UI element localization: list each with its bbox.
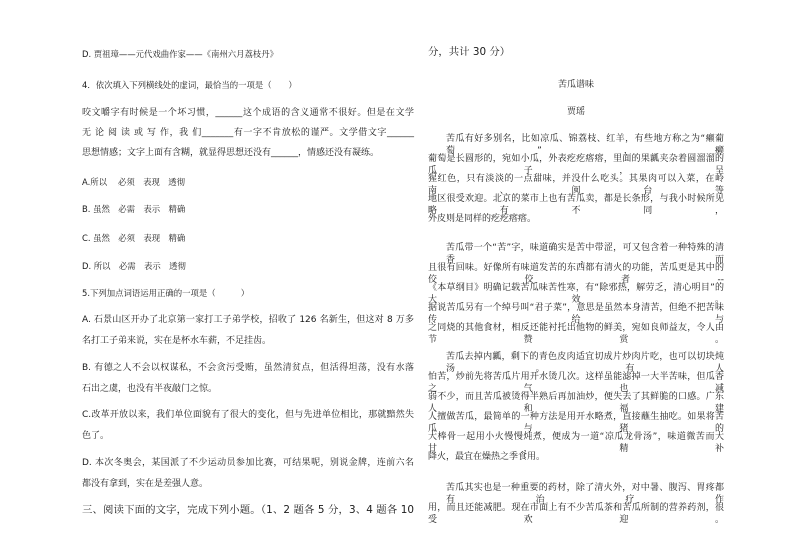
q5-option-a-line-1: A. 石景山区开办了北京第一家打工子弟学校，招收了 126 名新生，但这对 8 万多 (82, 315, 414, 325)
article-title: 苦瓜谱味 (557, 80, 594, 90)
paragraph-3-line-1: 苦瓜去掉内瓤，剩下的青色皮肉适宜切成片炒肉片吃，也可以切块炖汤。有人 (446, 352, 724, 374)
q5-option-c-line-2: 色了。 (82, 431, 110, 441)
paragraph-3-line-5: 大棒骨一起用小火慢慢炖煮，便成为一道“凉瓜龙骨汤”，味道微苦而大甘，精补 (428, 432, 724, 454)
q5-option-d-line-2: 都没有拿到，实在是差强人意。 (82, 479, 209, 489)
q4-option-d: D. 所以 必需 表示 透彻 (82, 261, 186, 271)
q4-stem: 4．依次填入下列横线处的虚词，最恰当的一项是（ ） (82, 80, 297, 90)
paragraph-4-line-1: 苦瓜其实也是一种重要的药材，除了清火外，对中暑、腹泻、胃疼都有治疗作 (446, 483, 724, 505)
paragraph-1-line-3: 猩红色，只有淡淡的一点甜味，并没什么吃头。其果肉可以入菜，在岭南、闽台等 (428, 174, 724, 196)
q4-passage-line-2: 无 论 阅 读 或 写 作，我 们_______有一字不肯放松的谨严。文学借文字______ (82, 128, 414, 138)
section-3-heading-part-1: 三、阅读下面的文字，完成下列小题。（1、2 题各 5 分，3、4 题各 10 (82, 504, 414, 516)
paragraph-1-line-5: 外皮则是同样的疙疙瘩瘩。 (428, 214, 537, 224)
section-3-heading-part-2: 分，共计 30 分） (428, 46, 511, 58)
q4-option-a: A.所以 必须 表现 透彻 (82, 177, 186, 187)
paragraph-1-line-2: 葡萄是长圆形的，宛如小瓜，外表疙疙瘩瘩，里面的果瓤夹杂着圆溜溜的瓜子，呈 (428, 154, 724, 176)
paragraph-2-line-4: 据说苦瓜另有一个绰号叫“君子菜”，意思是虽然本身清苦，但绝不把苦味传给与 (428, 303, 724, 325)
paragraph-3-line-3: 弱不少，而且苦瓜被烫得半熟后再加油炒，便失去了其鲜脆的口感。广东人和福建 (428, 392, 724, 414)
q5-stem: 5.下列加点词语运用正确的一项是（ ） (82, 288, 250, 298)
paragraph-1-line-4: 地区很受欢迎。北京的菜市上也有苦瓜卖，都是长条形，与我小时候所见略有不同， (428, 194, 724, 216)
paragraph-3-line-6: 降火，最宜在燥热之季食用。 (428, 452, 546, 462)
paragraph-2-line-2: 且很有回味。好像所有味道发苦的东西都有清火的功能，苦瓜更是其中的佼佼者-- (428, 263, 724, 285)
q4-option-c: C. 虽然 必须 表现 精确 (82, 233, 186, 243)
q4-option-b: B. 虽然 必需 表示 精确 (82, 204, 186, 214)
q3-option-d: D. 贾祖璋——元代戏曲作家——《南州六月荔枝丹》 (82, 49, 279, 59)
q5-option-d-line-1: D. 本次冬奥会，某国派了不少运动员参加比赛，可结果呢，别说金牌，连前六名 (82, 458, 414, 468)
paragraph-2-line-5: 之同烧的其他食材，相反还能衬托出他物的鲜美，宛如良师益友，令人由节赞赏。 (428, 323, 724, 345)
q5-option-b-line-2: 石出之虞，也没有半夜敲门之惊。 (82, 384, 218, 394)
paragraph-4-line-2: 用，而且还能减肥。现在市面上有不少苦瓜茶和苦瓜所制的营养药剂，很受欢迎。 (428, 503, 724, 525)
q4-passage-line-1: 咬文嚼字有时候是一个坏习惯，______这个成语的含义通常不很好。但是在文学 (82, 108, 414, 118)
paragraph-3-line-2: 怕苦，炒前先将苦瓜片用开水烫几次。这样虽能滤掉一大半苦味，但瓜香之气也减 (428, 372, 724, 394)
q5-option-c-line-1: C.改革开放以来，我们单位面貌有了很大的变化，但与先进单位相比，那就黯然失 (82, 410, 414, 420)
q5-option-b-line-1: B. 有德之人不会以权谋私，不会贪污受贿，虽然清贫点，但活得坦荡，没有水落 (82, 363, 414, 373)
q5-option-a-line-2: 名打工子弟来说，实在是杯水车薪，不足挂齿。 (82, 336, 272, 346)
q4-passage-line-3: 思想情感；文字上面有含糊，就显得思想还没有______，情感还没有凝练。 (82, 148, 380, 158)
paragraph-3-line-4: 人擅做苦瓜，最简单的一种方法是用开水略煮，直接蘸生抽吃。如果将苦瓜与猪的 (428, 412, 724, 434)
paragraph-1-line-1: 苦瓜有好多别名，比如凉瓜、锦荔枝、红羊，有些地方称之为“癞葡萄”，癞 (446, 134, 724, 156)
paragraph-2-line-1: 苦瓜带一个“苦”字，味道确实是苦中带涩，可又包含着一种特殊的清香，而 (446, 243, 724, 265)
paragraph-2-line-3: 《本草纲目》明确记载苦瓜味苦性寒，有“除邪热，解劳乏，清心明目”的大效。 (428, 283, 724, 305)
article-author: 贾瑶 (566, 107, 585, 117)
